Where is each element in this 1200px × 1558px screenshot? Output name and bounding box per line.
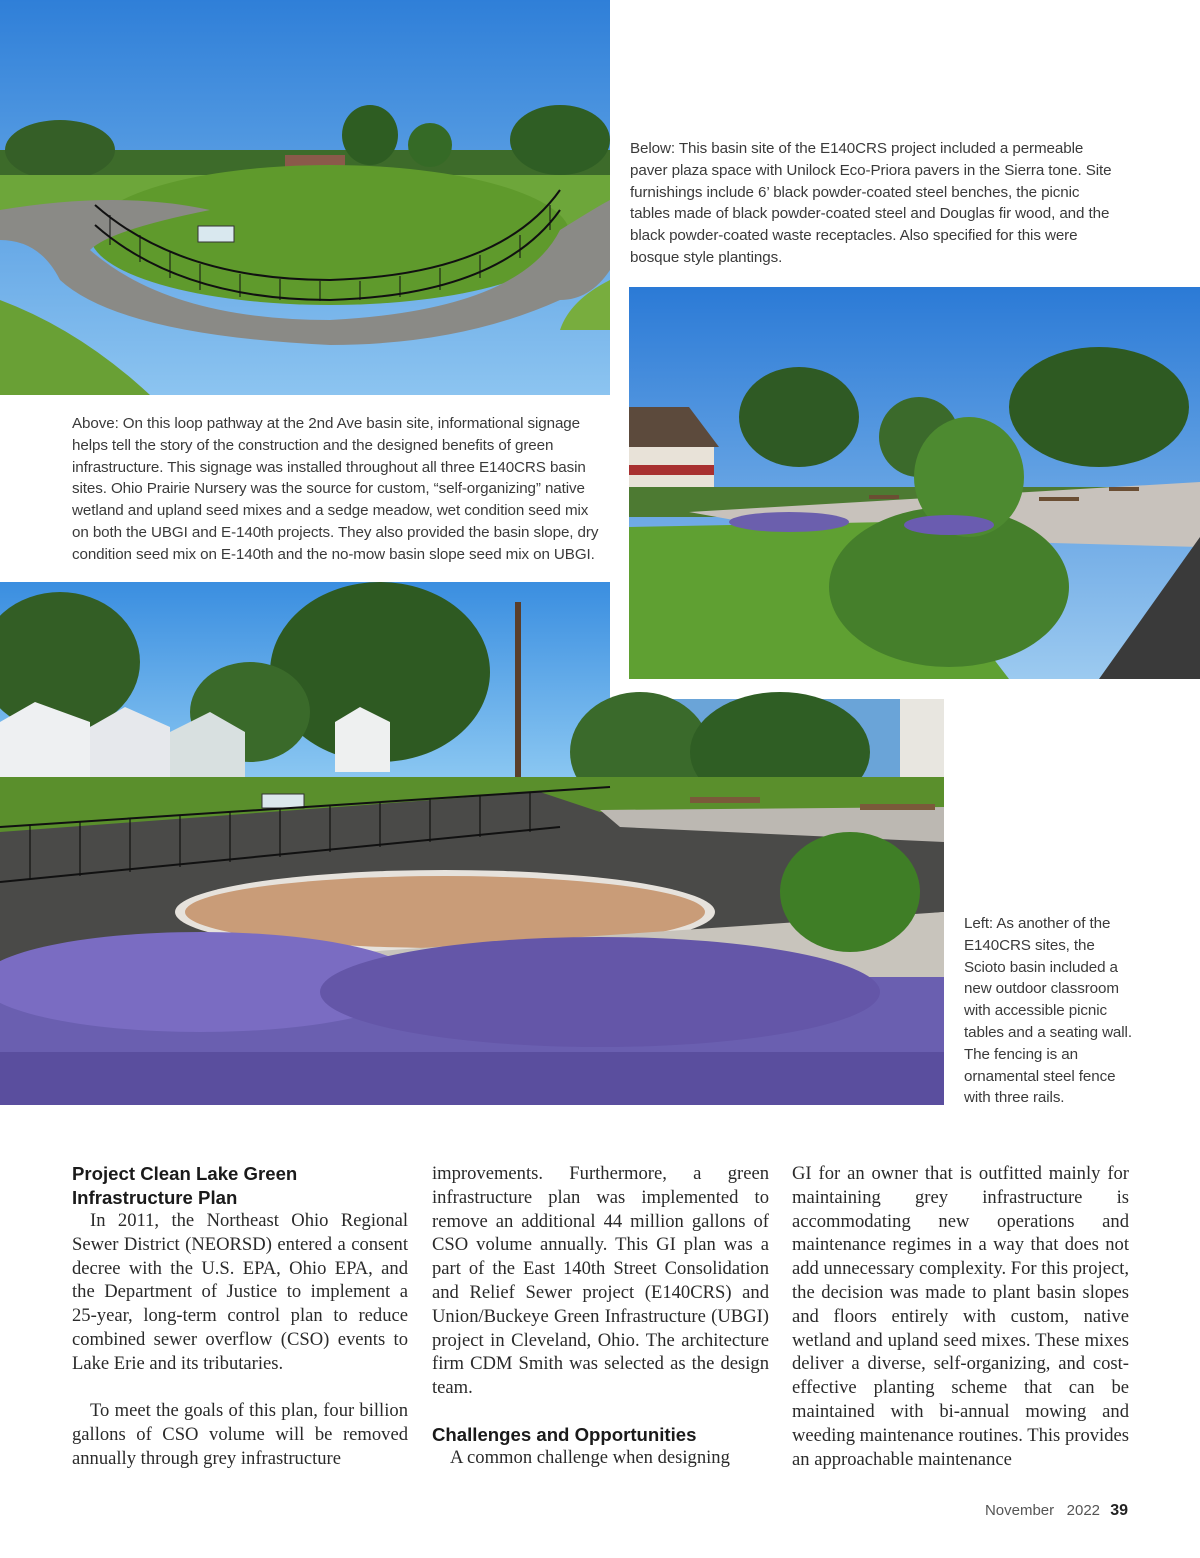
article-column-3 — [792, 1162, 1129, 1471]
section-heading-challenges: Challenges and Opportunities — [432, 1423, 697, 1445]
page-number: 39 — [1110, 1502, 1128, 1519]
footer-year: 2022 — [1066, 1502, 1101, 1519]
paragraph: improvements. Furthermore, a green infrastructure plan was implemented to remove an additional 44 million gallons of CSO volume annually. This GI plan was a part of the East 140th Street Consolidation and Relief Sewer project (E140CRS) and Union/Buckeye Green Infrastructure (UBGI) project in Cleveland, Ohio. The architecture firm CDM Smith was selected as the design team. — [432, 1163, 769, 1399]
article-column-2 — [432, 1162, 769, 1470]
paragraph: To meet the goals of this plan, four billion gallons of CSO volume will be removed annually through grey infrastructure — [72, 1400, 408, 1469]
paragraph: A common challenge when designing — [450, 1447, 730, 1469]
paragraph: In 2011, the Northeast Ohio Regional Sewer District (NEORSD) entered a consent decree with the U.S. EPA, Ohio EPA, and the Department of Justice to implement a 25-year, long-term control plan to reduce combined sewer overflow (CSO) events to Lake Erie and its tributaries. — [72, 1210, 408, 1374]
page-footer — [985, 1502, 1128, 1520]
section-heading-plan: Project Clean Lake Green Infrastructure Plan — [72, 1163, 298, 1208]
caption-paver-plaza: Below: This basin site of the E140CRS project included a permeable paver plaza space with Unilock Eco-Priora pavers in the Sierra tone. Site furnishings include 6’ black powder-coated steel benches, the picnic tables made of black powder-coated steel and Douglas fir wood, and the black powder-coated waste receptacles. Also specified for this were bosque style plantings. — [630, 140, 1112, 266]
caption-loop-pathway: Above: On this loop pathway at the 2nd Ave basin site, informational signage helps tell the story of the construction and the designed benefits of green infrastructure. This signage was installed throughout all three E140CRS basin sites. Ohio Prairie Nursery was the source for custom, “self-organizing” native wetland and upland seed mixes and a sedge meadow, wet condition seed mix on both the UBGI and E-140th projects. They also provided the basin slope, dry condition seed mix on E-140th and the no-mow basin slope seed mix on UBGI. — [72, 415, 599, 563]
paragraph: GI for an owner that is outfitted mainly for maintaining grey infrastructure is accommodating new operations and maintenance regimes in a way that does not add unnecessary complexity. For this project, the decision was made to plant basin slopes and floors entirely with custom, native wetland and upland seed mixes. These mixes deliver a diverse, self-organizing, and cost-effective planting scheme that can be maintained with bi-annual mowing and weeding maintenance routines. This provides an approachable maintenance — [792, 1163, 1130, 1470]
footer-month: November — [984, 1502, 1055, 1519]
photo-loop-pathway — [0, 0, 610, 395]
caption-scioto-basin: Left: As another of the E140CRS sites, the Scioto basin included a new outdoor classroom with accessible picnic tables and a seating wall. The fencing is an ornamental steel fence with three rails. — [964, 915, 1132, 1107]
photo-scioto-basin — [0, 582, 944, 1105]
article-column-1 — [72, 1162, 408, 1471]
